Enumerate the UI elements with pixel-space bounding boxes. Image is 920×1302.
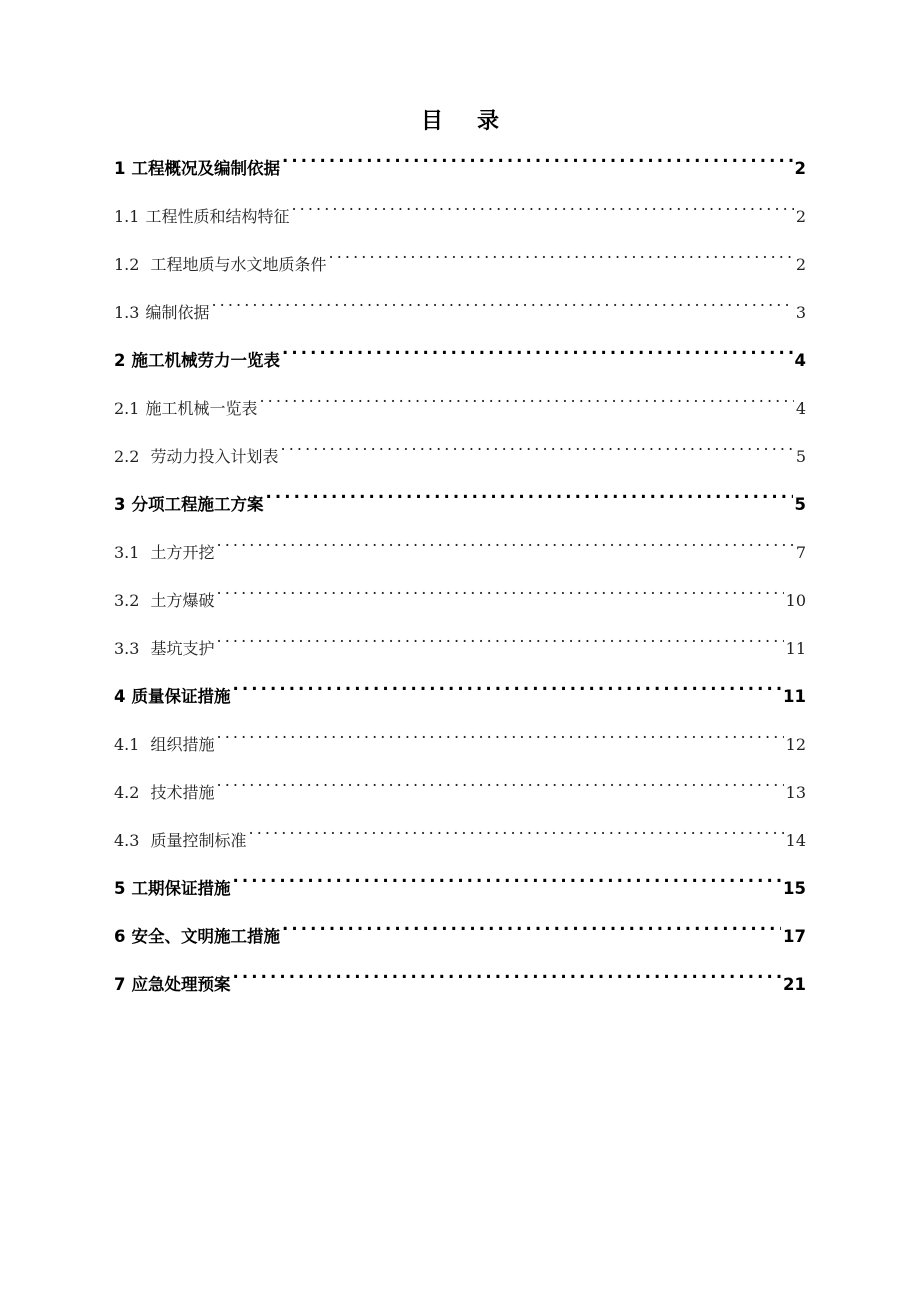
toc-entry-page-number: 21 <box>783 975 806 994</box>
toc-entry-label <box>114 584 215 618</box>
toc-entry-label <box>114 824 247 858</box>
toc-title-char-1: 目 <box>420 109 443 134</box>
toc-entry-label <box>114 680 230 714</box>
toc-entry-text: 工程概况及编制依据 <box>131 159 280 178</box>
toc-dot-leader <box>282 926 781 943</box>
toc-entry-label <box>114 728 215 762</box>
toc-entry[interactable] <box>114 584 806 632</box>
toc-entry-label <box>114 872 230 906</box>
toc-entry-text: 质量控制标准 <box>145 831 247 850</box>
toc-entry-label <box>114 920 280 954</box>
toc-entry-label <box>114 632 215 666</box>
toc-entry-text: 土方开挖 <box>145 543 215 562</box>
toc-dot-leader <box>265 494 792 511</box>
toc-entry-text: 技术措施 <box>145 783 215 802</box>
toc-entry-page-number: 15 <box>783 879 806 898</box>
toc-dot-leader <box>232 974 781 991</box>
toc-entry-label <box>114 200 289 234</box>
toc-entry-number: 3.3 <box>114 639 140 658</box>
toc-entry-number: 1.1 <box>114 207 140 226</box>
toc-entry-number: 3 <box>114 495 126 514</box>
toc-entry-number: 3.2 <box>114 591 140 610</box>
toc-title <box>0 104 920 135</box>
toc-entry-page-number: 11 <box>783 687 806 706</box>
toc-entry[interactable] <box>114 776 806 824</box>
toc-entry-page-number: 14 <box>785 831 806 850</box>
toc-entry[interactable] <box>114 344 806 392</box>
toc-entry-page-number: 10 <box>785 591 806 610</box>
toc-entry-label <box>114 536 215 570</box>
toc-entry-label <box>114 296 209 330</box>
toc-entry[interactable] <box>114 392 806 440</box>
toc-entry[interactable] <box>114 824 806 872</box>
toc-entry-page-number: 5 <box>795 447 806 466</box>
table-of-contents <box>114 152 806 1016</box>
toc-entry-number: 2.1 <box>114 399 140 418</box>
toc-entry-page-number: 11 <box>785 639 806 658</box>
toc-entry-text: 土方爆破 <box>145 591 215 610</box>
toc-entry-number: 4.2 <box>114 783 140 802</box>
toc-dot-leader <box>329 254 794 270</box>
toc-entry-page-number: 17 <box>783 927 806 946</box>
toc-entry[interactable] <box>114 536 806 584</box>
toc-dot-leader <box>217 734 784 750</box>
toc-entry[interactable] <box>114 152 806 200</box>
toc-entry-number: 4.3 <box>114 831 140 850</box>
toc-entry-label <box>114 968 230 1002</box>
toc-dot-leader <box>232 878 781 895</box>
toc-entry-page-number: 2 <box>794 159 806 178</box>
toc-entry-page-number: 5 <box>794 495 806 514</box>
toc-entry[interactable] <box>114 680 806 728</box>
toc-entry-page-number: 4 <box>794 351 806 370</box>
toc-entry-label <box>114 344 280 378</box>
toc-entry-page-number: 12 <box>785 735 806 754</box>
toc-entry-text: 编制依据 <box>145 303 210 322</box>
toc-entry[interactable] <box>114 728 806 776</box>
toc-dot-leader <box>217 638 784 654</box>
toc-entry-number: 6 <box>114 927 126 946</box>
toc-entry-label <box>114 392 257 426</box>
toc-entry-text: 安全、文明施工措施 <box>131 927 280 946</box>
toc-entry-label <box>114 776 215 810</box>
toc-entry[interactable] <box>114 632 806 680</box>
toc-entry-text: 工程性质和结构特征 <box>145 207 290 226</box>
toc-entry-number: 2 <box>114 351 126 370</box>
toc-entry[interactable] <box>114 872 806 920</box>
toc-entry-number: 3.1 <box>114 543 140 562</box>
toc-dot-leader <box>217 590 784 606</box>
toc-entry-text: 劳动力投入计划表 <box>145 447 279 466</box>
toc-entry-page-number: 7 <box>795 543 806 562</box>
toc-entry-number: 1 <box>114 159 126 178</box>
toc-entry-label <box>114 248 327 282</box>
toc-entry-page-number: 2 <box>795 207 806 226</box>
toc-entry-number: 5 <box>114 879 126 898</box>
toc-entry-page-number: 13 <box>785 783 806 802</box>
toc-entry-text: 质量保证措施 <box>131 687 231 706</box>
toc-entry[interactable] <box>114 920 806 968</box>
toc-dot-leader <box>259 398 793 414</box>
toc-entry-label <box>114 152 280 186</box>
toc-dot-leader <box>282 350 793 367</box>
toc-dot-leader <box>232 686 781 703</box>
toc-entry-text: 工期保证措施 <box>131 879 231 898</box>
toc-entry-text: 分项工程施工方案 <box>131 495 264 514</box>
toc-entry-number: 4.1 <box>114 735 140 754</box>
toc-entry-text: 组织措施 <box>145 735 215 754</box>
toc-entry[interactable] <box>114 248 806 296</box>
toc-entry-label <box>114 488 263 522</box>
toc-entry-page-number: 2 <box>795 255 806 274</box>
toc-dot-leader <box>211 302 793 318</box>
toc-entry-label <box>114 440 279 474</box>
toc-entry[interactable] <box>114 200 806 248</box>
toc-entry-number: 4 <box>114 687 126 706</box>
toc-entry[interactable] <box>114 488 806 536</box>
toc-entry-text: 应急处理预案 <box>131 975 231 994</box>
toc-entry-number: 7 <box>114 975 126 994</box>
toc-dot-leader <box>282 158 793 175</box>
toc-entry-number: 1.2 <box>114 255 140 274</box>
toc-dot-leader <box>281 446 794 462</box>
toc-entry[interactable] <box>114 968 806 1016</box>
toc-dot-leader <box>217 542 794 558</box>
toc-entry[interactable] <box>114 296 806 344</box>
toc-dot-leader <box>217 782 784 798</box>
toc-title-char-2: 录 <box>477 109 500 134</box>
toc-entry-text: 工程地质与水文地质条件 <box>145 255 327 274</box>
toc-entry[interactable] <box>114 440 806 488</box>
toc-entry-number: 1.3 <box>114 303 140 322</box>
toc-entry-page-number: 4 <box>795 399 806 418</box>
toc-entry-text: 施工机械一览表 <box>145 399 258 418</box>
toc-entry-number: 2.2 <box>114 447 140 466</box>
toc-dot-leader <box>249 830 784 846</box>
toc-dot-leader <box>291 206 793 222</box>
toc-entry-text: 施工机械劳力一览表 <box>131 351 280 370</box>
toc-entry-text: 基坑支护 <box>145 639 215 658</box>
toc-entry-page-number: 3 <box>795 303 806 322</box>
